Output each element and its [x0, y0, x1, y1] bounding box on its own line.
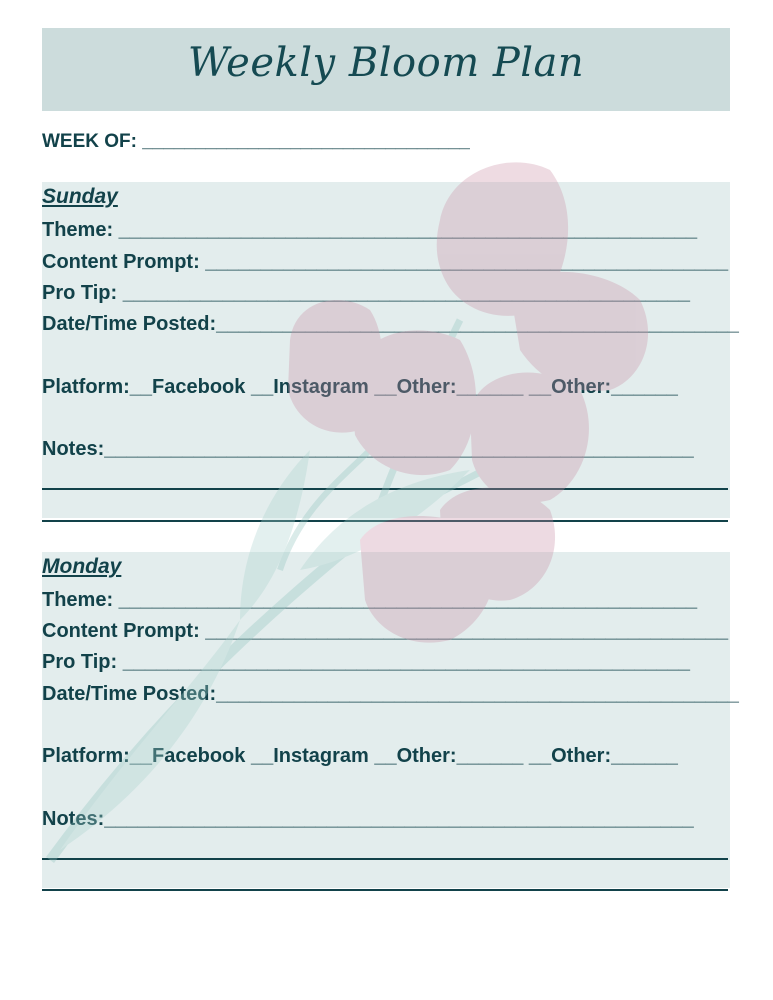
- date-time-field[interactable]: Date/Time Posted:_______________________________________________: [42, 313, 739, 335]
- content-prompt-field[interactable]: Content Prompt: _______________________________________________: [42, 251, 729, 273]
- notes-line[interactable]: [42, 858, 728, 860]
- theme-field[interactable]: Theme: ____________________________________________________: [42, 219, 698, 241]
- pro-tip-field[interactable]: Pro Tip: ___________________________________________________: [42, 651, 691, 673]
- day-section-monday: [42, 552, 739, 888]
- day-heading: Monday: [42, 555, 122, 578]
- notes-line[interactable]: [42, 488, 728, 490]
- day-section-sunday: [42, 182, 739, 518]
- platform-field[interactable]: Platform:__Facebook __Instagram __Other:______ __Other:______: [42, 745, 678, 767]
- notes-field[interactable]: Notes:_____________________________________________________: [42, 808, 694, 830]
- content-prompt-field[interactable]: Content Prompt: _______________________________________________: [42, 620, 729, 642]
- pro-tip-field[interactable]: Pro Tip: ___________________________________________________: [42, 282, 691, 304]
- title-band: [42, 28, 730, 111]
- theme-field[interactable]: Theme: ____________________________________________________: [42, 589, 698, 611]
- week-of-field[interactable]: WEEK OF: _______________________________: [42, 131, 470, 152]
- notes-line[interactable]: [42, 889, 728, 891]
- platform-field[interactable]: Platform:__Facebook __Instagram __Other:______ __Other:______: [42, 376, 678, 398]
- notes-line[interactable]: [42, 520, 728, 522]
- day-heading: Sunday: [42, 185, 118, 208]
- notes-field[interactable]: Notes:_____________________________________________________: [42, 438, 694, 460]
- date-time-field[interactable]: Date/Time Posted:_______________________________________________: [42, 683, 739, 705]
- page-title: Weekly Bloom Plan: [187, 40, 585, 86]
